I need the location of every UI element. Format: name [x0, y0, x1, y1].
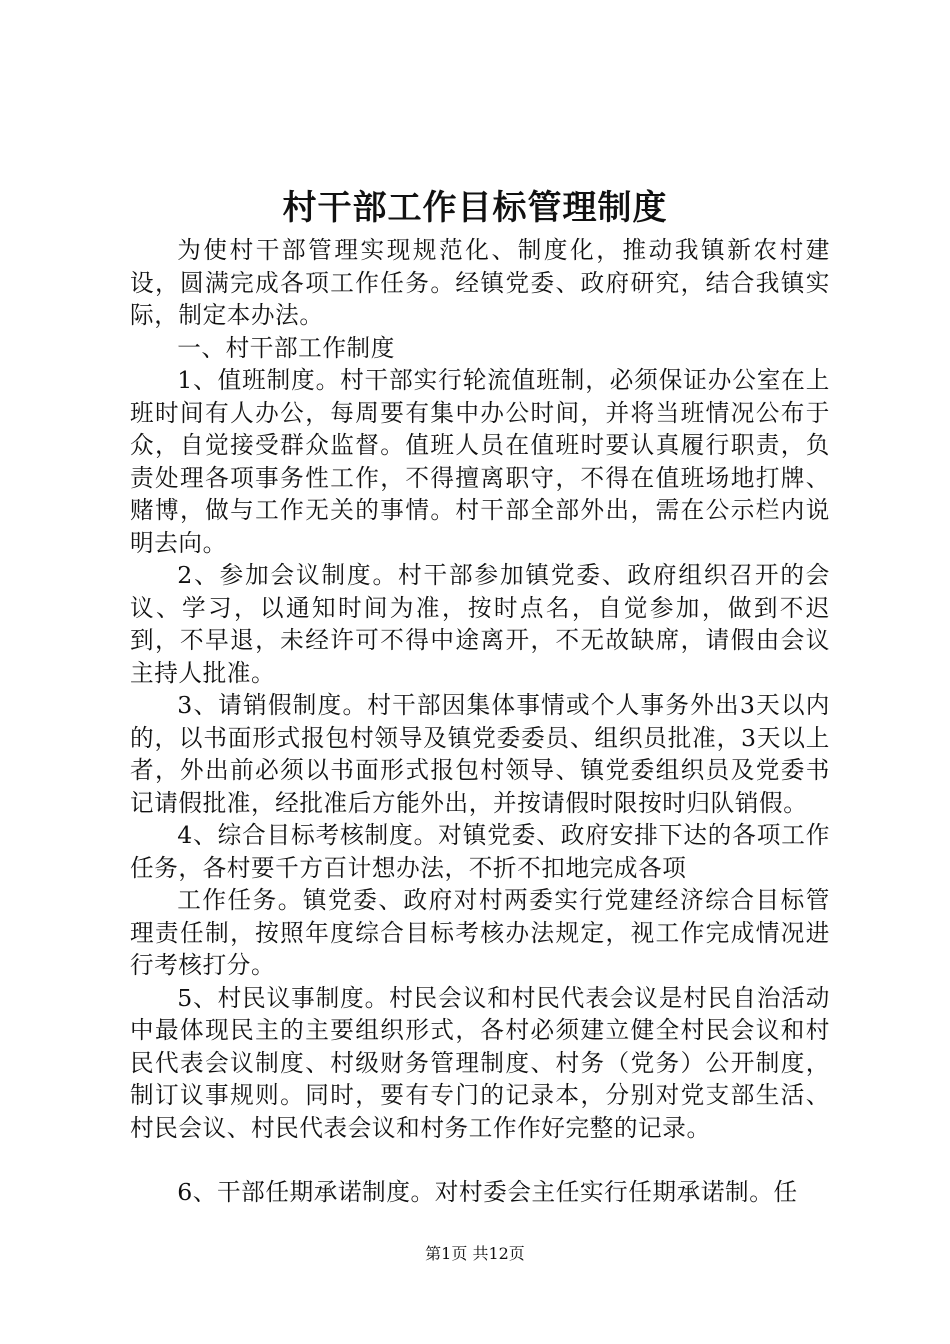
- section-heading: 一、村干部工作制度: [177, 333, 395, 362]
- page-number: 第1页 共12页: [425, 1244, 525, 1263]
- document-body: [130, 234, 830, 1209]
- paragraph-assessment-continued: 工作任务。镇党委、政府对村两委实行党建经济综合目标管理责任制，按照年度综合目标考核办法规定，视工作完成情况进行考核打分。: [130, 886, 830, 979]
- paragraph-deliberation-system: 5、村民议事制度。村民会议和村民代表会议是村民自治活动中最体现民主的主要组织形式，各村必须建立健全村民会议和村民代表会议制度、村级财务管理制度、村务（党务）公开制度，制订议事规则。同时，要有专门的记录本，分别对党支部生活、村民会议、村民代表会议和村务工作作好完整的记录。: [130, 983, 830, 1142]
- paragraph-commitment-system: 6、干部任期承诺制度。对村委会主任实行任期承诺制。任: [177, 1178, 798, 1206]
- document-title: 村干部工作目标管理制度: [282, 188, 668, 228]
- paragraph-assessment-system: 4、综合目标考核制度。对镇党委、政府安排下达的各项工作任务，各村要千方百计想办法，不折不扣地完成各项: [130, 821, 830, 882]
- paragraph-duty-system: 1、值班制度。村干部实行轮流值班制，必须保证办公室在上班时间有人办公，每周要有集中办公时间，并将当班情况公布于众，自觉接受群众监督。值班人员在值班时要认真履行职责，负责处理各项事务性工作，不得擅离职守，不得在值班场地打牌、赌博，做与工作无关的事情。村干部全部外出，需在公示栏内说明去向。: [130, 366, 830, 557]
- paragraph-meeting-system: 2、参加会议制度。村干部参加镇党委、政府组织召开的会议、学习，以通知时间为准，按时点名，自觉参加，做到不迟到，不早退，未经许可不得中途离开，不无故缺席，请假由会议主持人批准。: [130, 561, 830, 687]
- paragraph-intro: 为使村干部管理实现规范化、制度化，推动我镇新农村建设，圆满完成各项工作任务。经镇党委、政府研究，结合我镇实际，制定本办法。: [130, 236, 830, 329]
- paragraph-leave-system: 3、请销假制度。村干部因集体事情或个人事务外出3天以内的，以书面形式报包村领导及镇党委委员、组织员批准，3天以上者，外出前必须以书面形式报包村领导、镇党委组织员及党委书记请假批准，经批准后方能外出，并按请假时限按时归队销假。: [130, 691, 830, 817]
